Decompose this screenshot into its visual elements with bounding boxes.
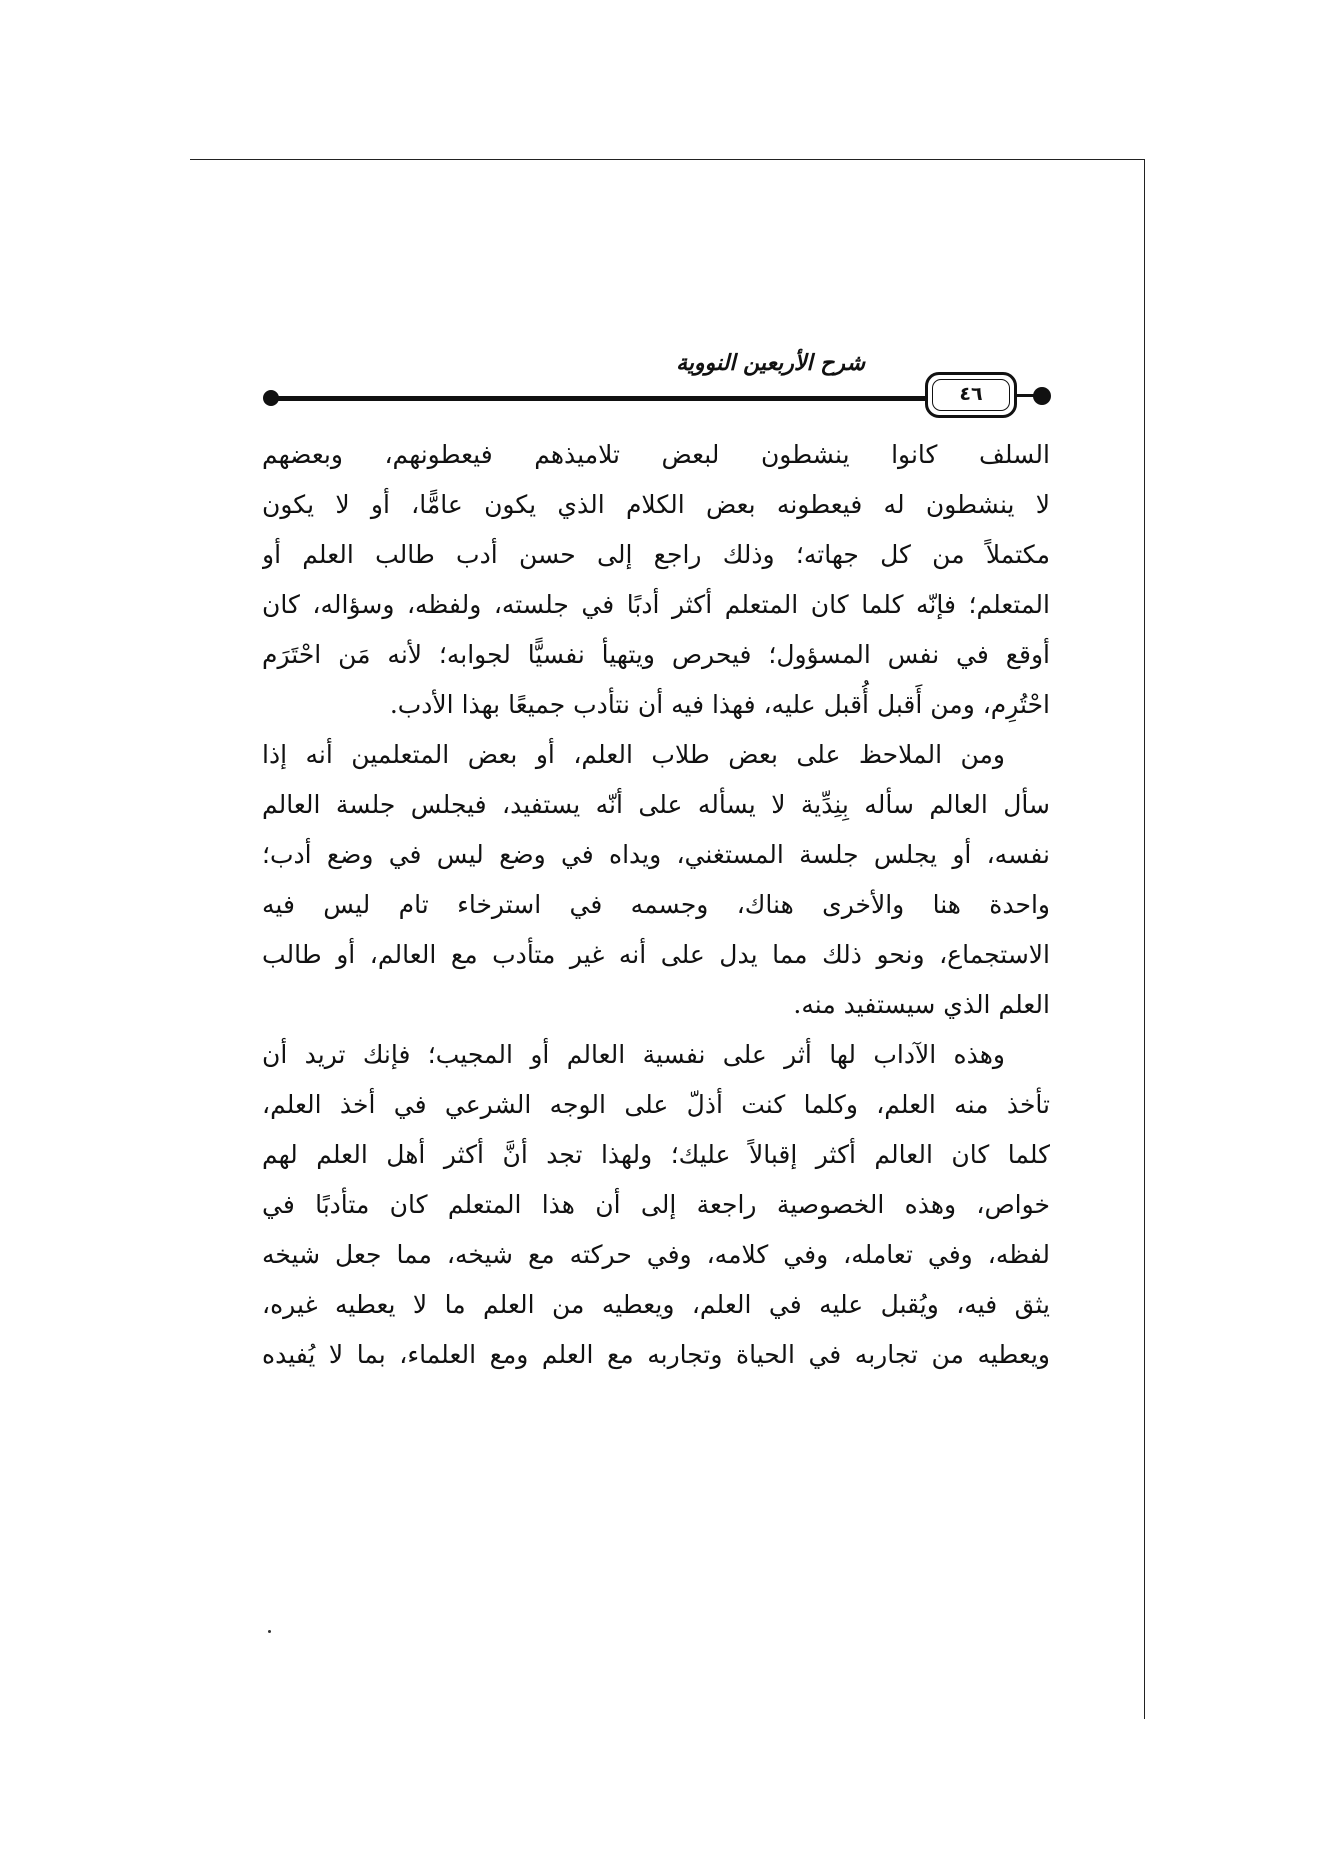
crop-mark-top bbox=[190, 159, 1145, 160]
text-line: يثق فيه، ويُقبل عليه في العلم، ويعطيه من العلم ما لا يعطيه غيره، bbox=[262, 1290, 1050, 1319]
text-line: لا ينشطون له فيعطونه بعض الكلام الذي يكون عامًّا، أو لا يكون bbox=[262, 490, 1050, 519]
text-line: السلف كانوا ينشطون لبعض تلاميذهم فيعطونهم، وبعضهم bbox=[262, 440, 1050, 469]
header-ornament-dot-right bbox=[1033, 387, 1051, 405]
text-line: تأخذ منه العلم، وكلما كنت أذلّ على الوجه الشرعي في أخذ العلم، bbox=[262, 1090, 1050, 1119]
text-line: خواص، وهذه الخصوصية راجعة إلى أن هذا المتعلم كان متأدبًا في bbox=[262, 1190, 1050, 1219]
text-line: ويعطيه من تجاربه في الحياة وتجاربه مع العلم ومع العلماء، بما لا يُفيده bbox=[262, 1340, 1050, 1369]
page-number-frame bbox=[925, 372, 1017, 418]
scan-speck bbox=[268, 1630, 271, 1633]
text-line: المتعلم؛ فإنّه كلما كان المتعلم أكثر أدبًا في جلسته، ولفظه، وسؤاله، كان bbox=[262, 590, 1050, 619]
running-header bbox=[265, 350, 1050, 410]
text-line: لفظه، وفي تعامله، وفي كلامه، وفي حركته مع شيخه، مما جعل شيخه bbox=[262, 1240, 1050, 1269]
text-line: العلم الذي سيستفيد منه. bbox=[793, 990, 1050, 1019]
body-text bbox=[262, 430, 1050, 1380]
text-line: أوقع في نفس المسؤول؛ فيحرص ويتهيأ نفسيًّا لجوابه؛ لأنه مَن احْتَرَم bbox=[262, 640, 1050, 669]
header-rule bbox=[273, 396, 925, 401]
text-line: الاستجماع، ونحو ذلك مما يدل على أنه غير متأدب مع العالم، أو طالب bbox=[262, 940, 1050, 969]
text-line: كلما كان العالم أكثر إقبالاً عليك؛ ولهذا تجد أنَّ أكثر أهل العلم لهم bbox=[262, 1140, 1050, 1169]
text-line: واحدة هنا والأخرى هناك، وجسمه في استرخاء تام ليس فيه bbox=[262, 890, 1050, 919]
book-title: شرح الأربعين النووية bbox=[676, 350, 865, 376]
text-line: نفسه، أو يجلس جلسة المستغني، ويداه في وضع ليس في وضع أدب؛ bbox=[262, 840, 1050, 869]
crop-mark-right bbox=[1144, 159, 1145, 1719]
text-line: مكتملاً من كل جهاته؛ وذلك راجع إلى حسن أدب طالب العلم أو bbox=[262, 540, 1050, 569]
text-line: احْتُرِم، ومن أَقبل أُقبل عليه، فهذا فيه أن نتأدب جميعًا بهذا الأدب. bbox=[389, 690, 1050, 719]
page-number: ٤٦ bbox=[959, 383, 983, 405]
text-line: وهذه الآداب لها أثر على نفسية العالم أو المجيب؛ فإنك تريد أن bbox=[262, 1040, 1005, 1069]
text-line: ومن الملاحظ على بعض طلاب العلم، أو بعض المتعلمين أنه إذا bbox=[262, 740, 1005, 769]
text-line: سأل العالم سأله بِنِدِّية لا يسأله على أنّه يستفيد، فيجلس جلسة العالم bbox=[262, 790, 1050, 819]
